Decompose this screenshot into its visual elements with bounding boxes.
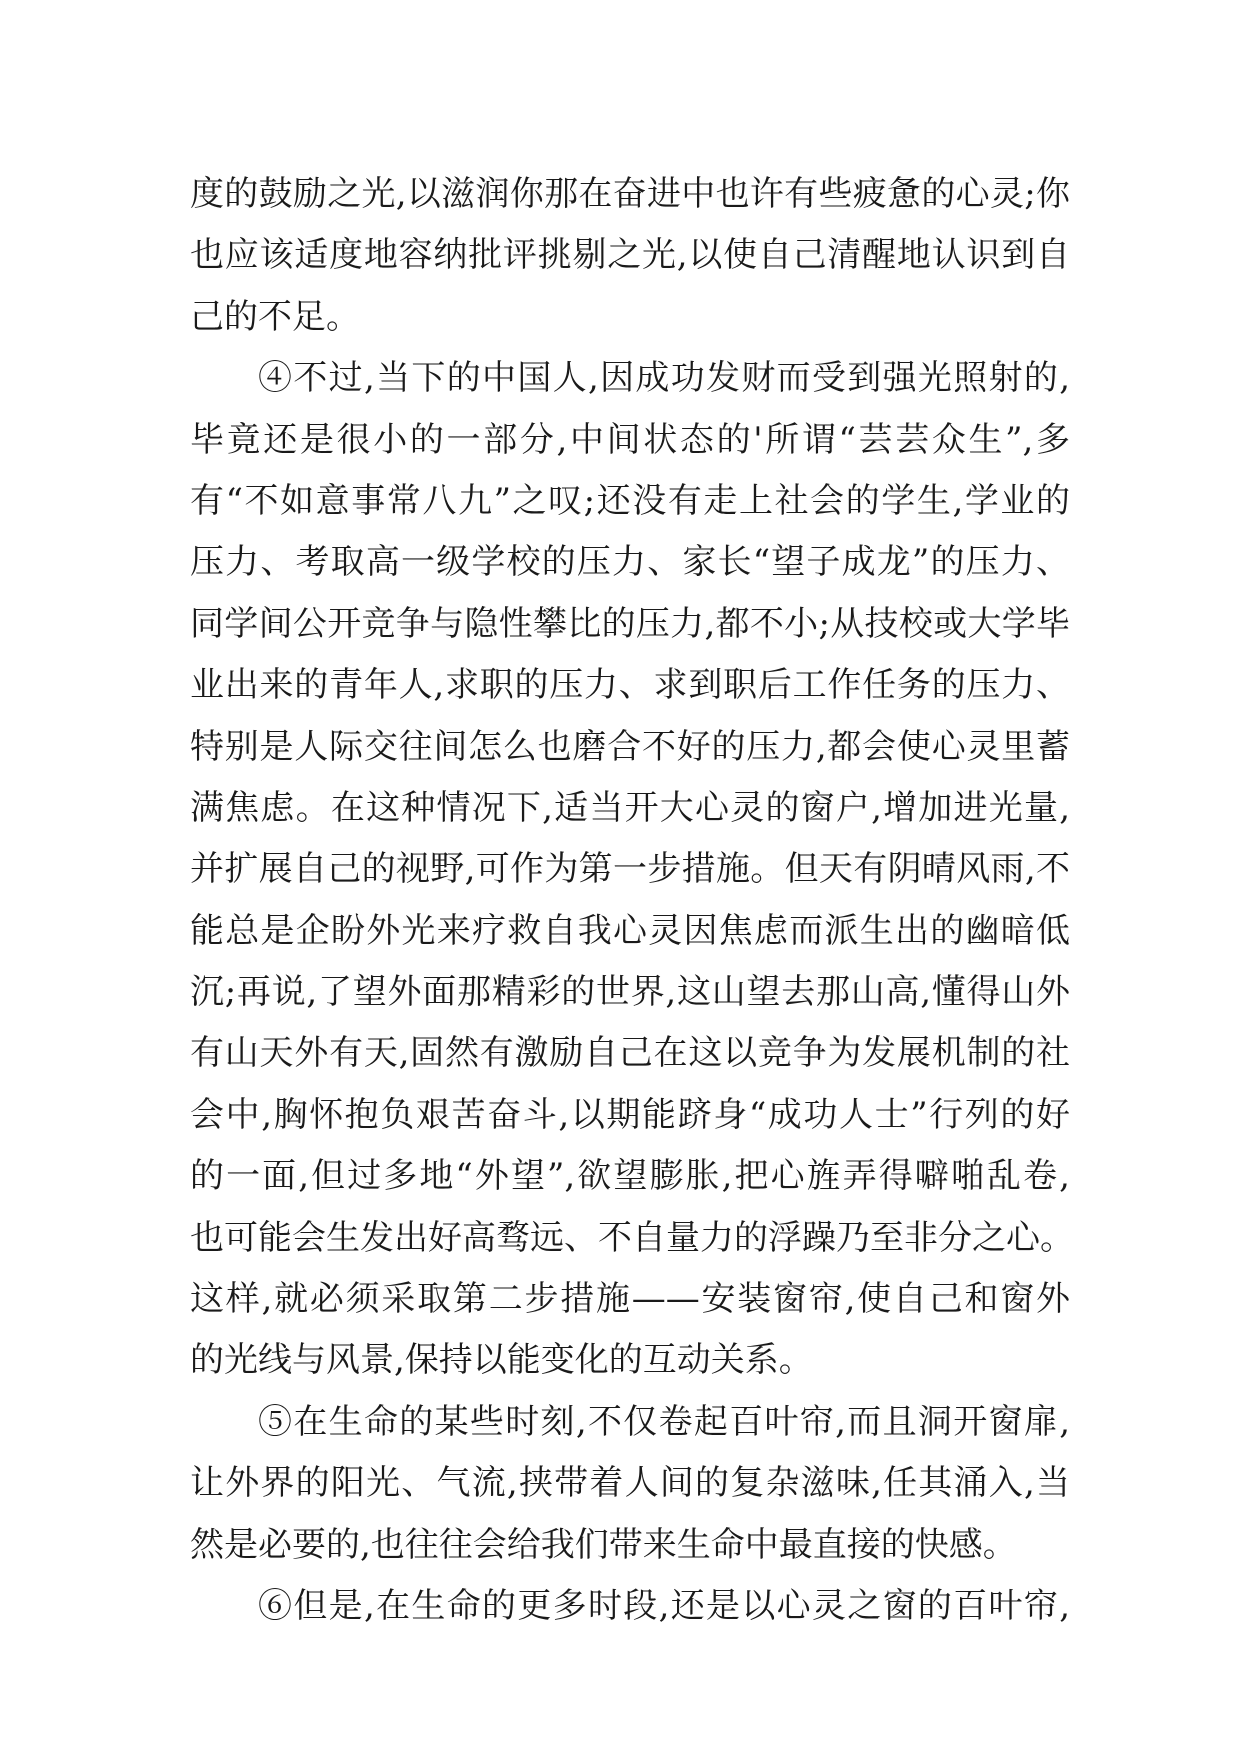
text-line: 让外界的阳光、气流,挟带着人间的复杂滋味,任其涌入,当 [190, 1463, 1070, 1504]
text-line: 会中,胸怀抱负艰苦奋斗,以期能跻身“成功人士”行列的好 [190, 1094, 1070, 1135]
text-line: 度的鼓励之光,以滋润你那在奋进中也许有些疲惫的心灵;你 [190, 174, 1070, 214]
text-line: ④不过,当下的中国人,因成功发财而受到强光照射的, [258, 358, 1070, 399]
text-line: 同学间公开竞争与隐性攀比的压力,都不小;从技校或大学毕 [190, 603, 1070, 644]
text-line: 能总是企盼外光来疗救自我心灵因焦虑而派生出的幽暗低 [190, 910, 1070, 951]
text-line: 沉;再说,了望外面那精彩的世界,这山望去那山高,懂得山外 [190, 972, 1070, 1013]
text-line: 的一面,但过多地“外望”,欲望膨胀,把心旌弄得噼啪乱卷, [190, 1156, 1070, 1197]
essay-body [190, 164, 1074, 1637]
text-line: 这样,就必须采取第二步措施——安装窗帘,使自己和窗外 [190, 1279, 1070, 1320]
text-line: 的光线与风景,保持以能变化的互动关系。 [190, 1340, 813, 1381]
text-line: ⑥但是,在生命的更多时段,还是以心灵之窗的百叶帘, [258, 1585, 1070, 1626]
text-line: 并扩展自己的视野,可作为第一步措施。但天有阴晴风雨,不 [190, 849, 1070, 890]
text-line: 特别是人际交往间怎么也磨合不好的压力,都会使心灵里蓄 [190, 726, 1070, 767]
text-line: 也可能会生发出好高骛远、不自量力的浮躁乃至非分之心。 [190, 1217, 1074, 1258]
text-line: 有“不如意事常八九”之叹;还没有走上社会的学生,学业的 [190, 480, 1070, 521]
text-line: 己的不足。 [190, 296, 360, 337]
text-line: 也应该适度地容纳批评挑剔之光,以使自己清醒地认识到自 [190, 235, 1070, 276]
text-line: 业出来的青年人,求职的压力、求到职后工作任务的压力、 [190, 665, 1070, 706]
text-line: 满焦虑。在这种情况下,适当开大心灵的窗户,增加进光量, [190, 787, 1070, 828]
text-line: ⑤在生命的某些时刻,不仅卷起百叶帘,而且洞开窗扉, [258, 1401, 1070, 1442]
text-line: 压力、考取高一级学校的压力、家长“望子成龙”的压力、 [190, 542, 1070, 583]
text-line: 然是必要的,也往往会给我们带来生命中最直接的快感。 [190, 1524, 1017, 1565]
text-line: 有山天外有天,固然有激励自己在这以竞争为发展机制的社 [190, 1033, 1070, 1074]
text-line: 毕竟还是很小的一部分,中间状态的'所谓“芸芸众生”,多 [190, 419, 1070, 460]
